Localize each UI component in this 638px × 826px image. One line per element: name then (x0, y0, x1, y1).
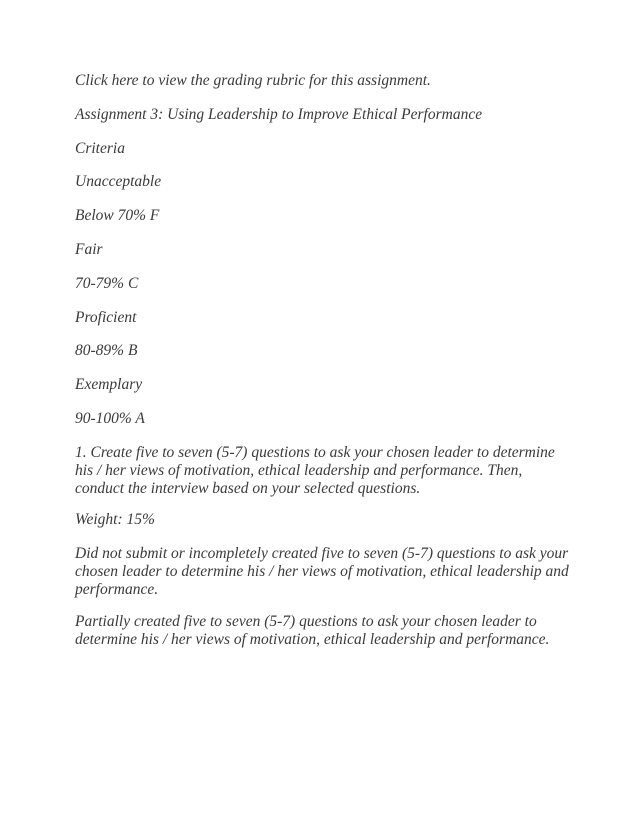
criteria-heading: Criteria (75, 139, 125, 157)
criterion-1-description: 1. Create five to seven (5-7) questions to ask your chosen leader to determine his / her views of motivation, ethical leadership and performance. Then, conduct the interview based on your selected questions. (75, 443, 555, 497)
rubric-link[interactable]: Click here to view the grading rubric for this assignment. (75, 72, 431, 89)
level-proficient-range: 80-89% B (75, 342, 138, 360)
level-fair-range: 70-79% C (75, 274, 139, 292)
level-exemplary-range: 90-100% A (75, 409, 145, 427)
level-exemplary-name: Exemplary (75, 376, 143, 394)
criterion-1-unacceptable: Did not submit or incompletely created five to seven (5-7) questions to ask your chosen leader to determine his / her views of motivation, ethical leadership and performance. (75, 545, 569, 599)
criterion-1-fair: Partially created five to seven (5-7) questions to ask your chosen leader to determine his / her views of motivation, ethical leadership and performance. (75, 612, 550, 648)
assignment-title: Assignment 3: Using Leadership to Improve Ethical Performance (75, 105, 483, 123)
level-fair-name: Fair (75, 240, 103, 258)
level-proficient-name: Proficient (75, 308, 137, 326)
level-unacceptable-range: Below 70% F (75, 207, 160, 225)
level-unacceptable-name: Unacceptable (75, 173, 162, 191)
document-body (75, 72, 575, 662)
criterion-1-weight: Weight: 15% (75, 511, 155, 529)
rubric-link-line (75, 72, 575, 90)
